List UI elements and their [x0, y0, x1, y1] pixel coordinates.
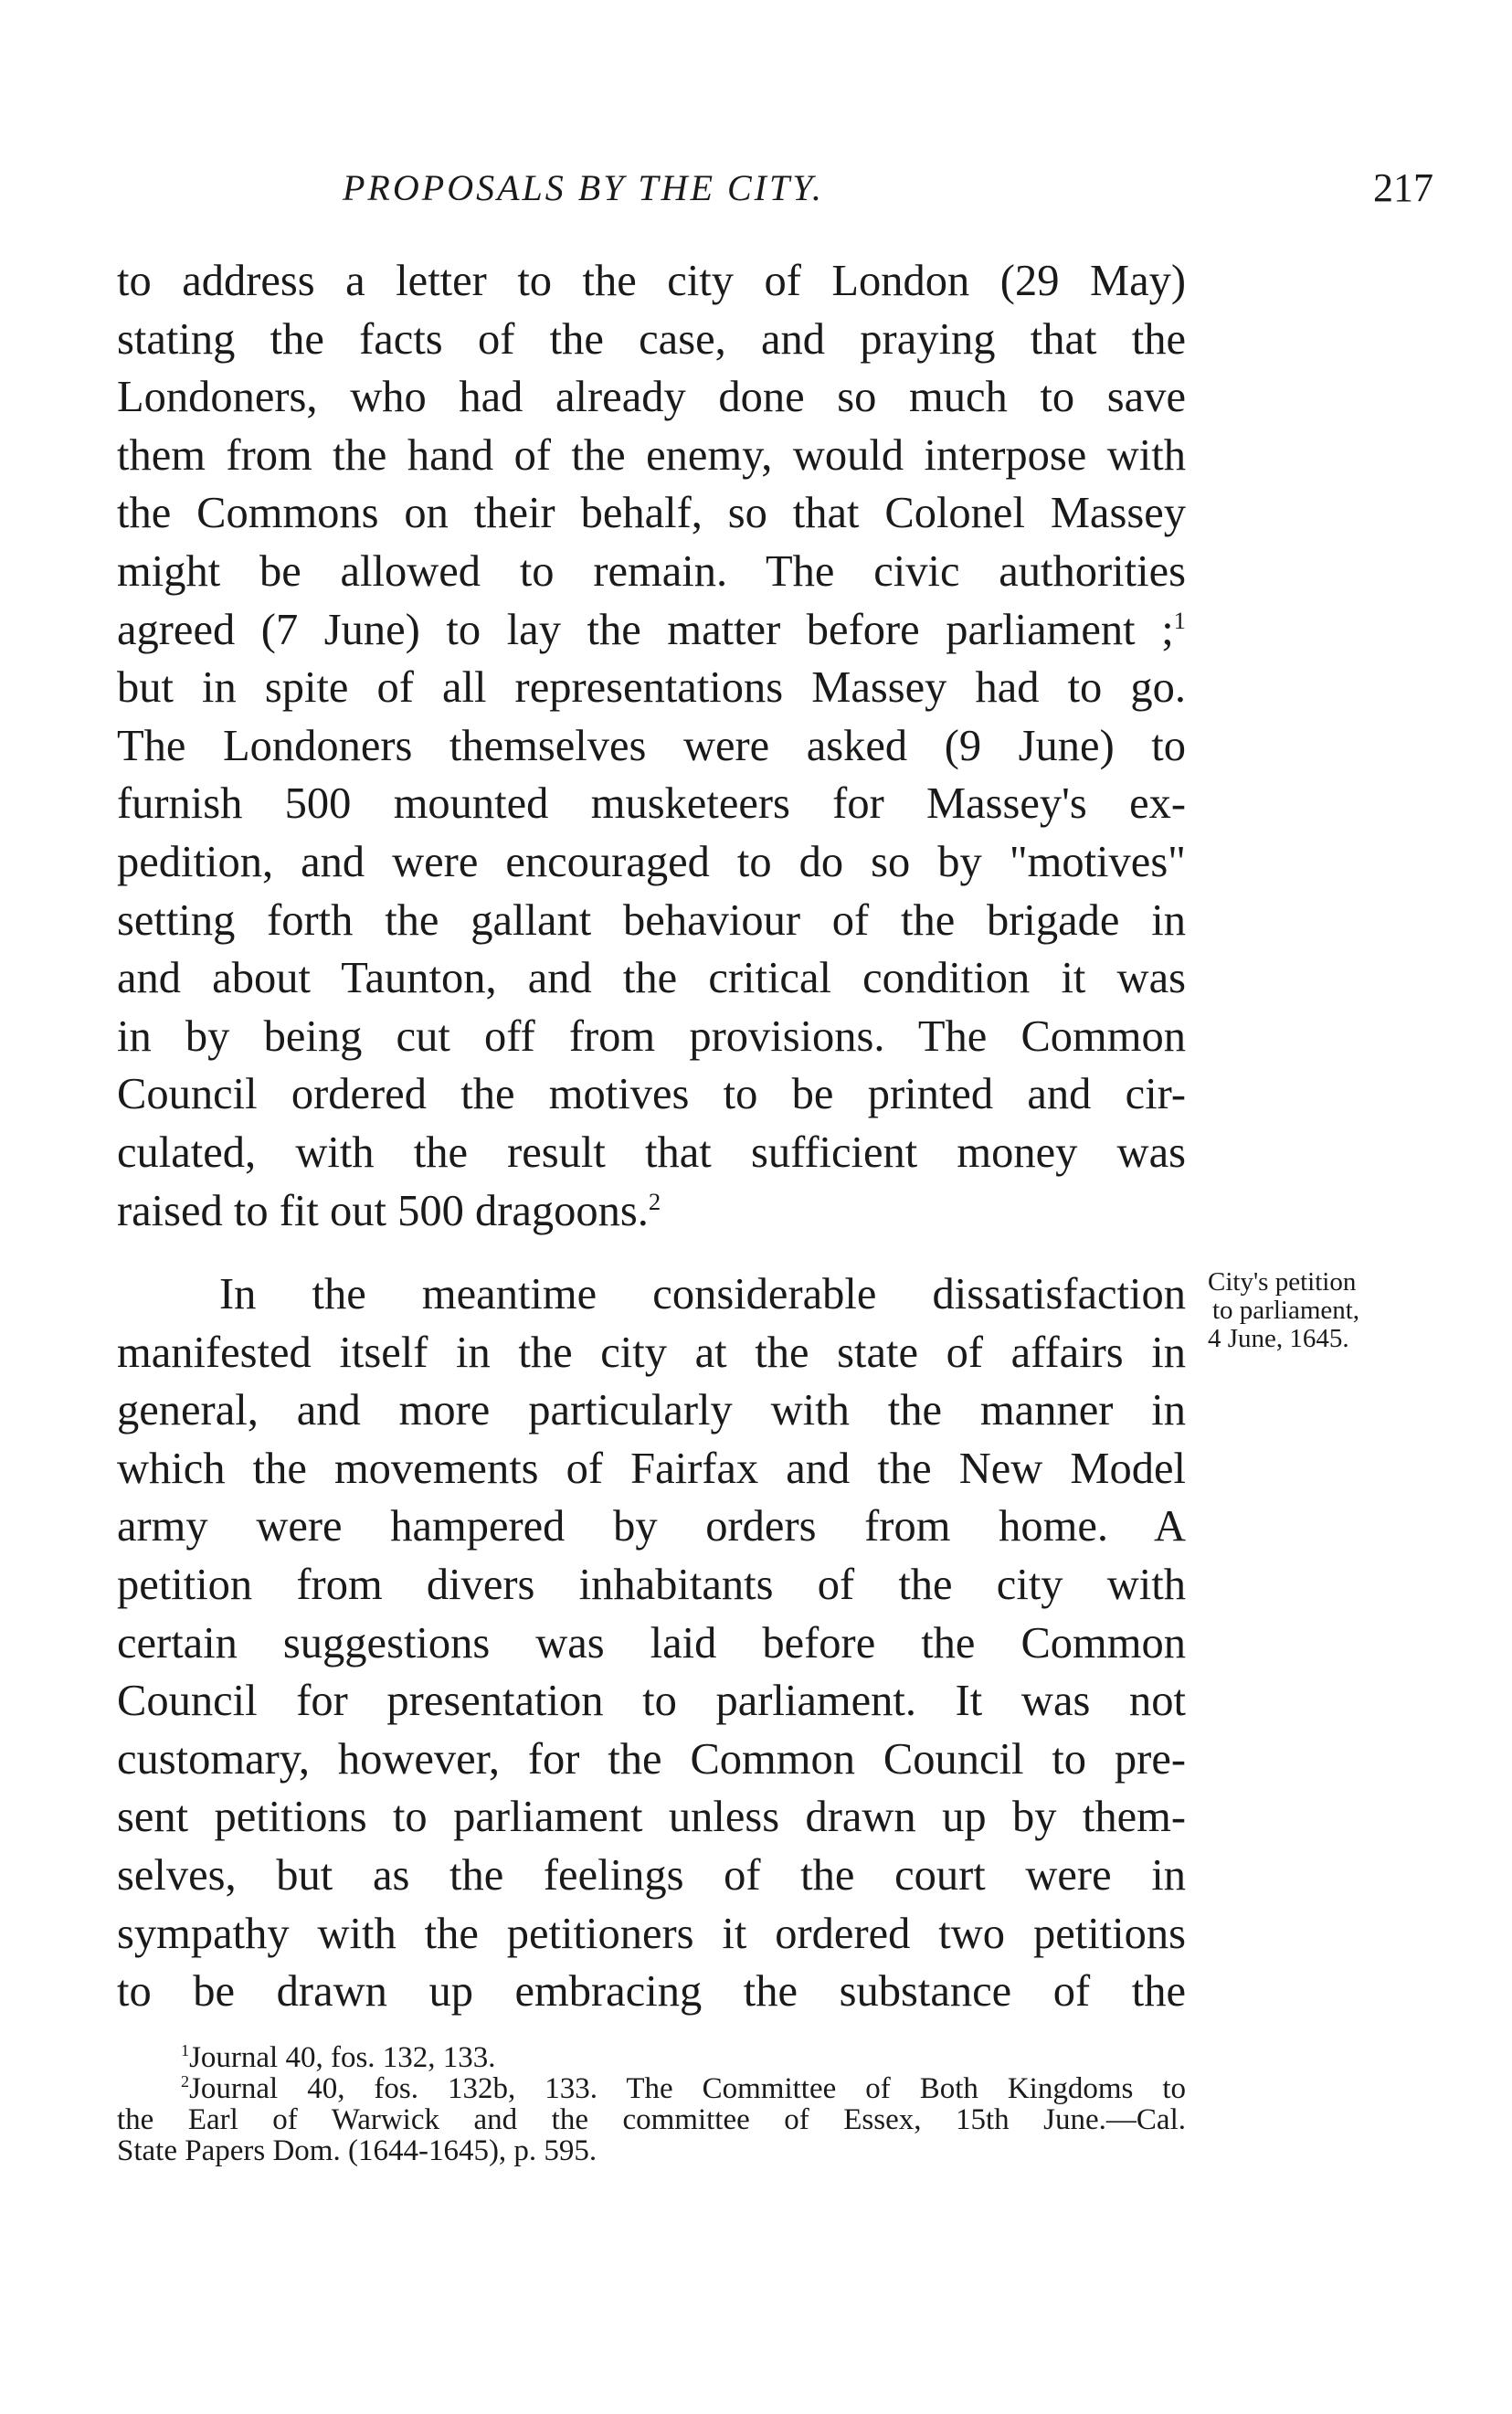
footnote-text: Journal 40, fos. 132, 133. [189, 2041, 496, 2074]
footnote-2-continued: State Papers Dom. (1644-1645), p. 595. [117, 2134, 597, 2167]
text-line: and about Taunton, and the critical condition it was [117, 954, 1186, 1003]
text-line: The Londoners themselves were asked (9 June) to [117, 721, 1186, 770]
text-line: but in spite of all representations Massey had to go. [117, 663, 1186, 713]
text-line [117, 1182, 1186, 1241]
text-line: to address a letter to the city of London (29 May) [117, 257, 1186, 305]
text-line: petition from divers inhabitants of the city with [117, 1561, 1186, 1610]
footnote-marker: 1 [181, 2041, 190, 2059]
text-line: sent petitions to parliament unless drawn up by them- [117, 1793, 1186, 1842]
text-line-content: agreed (7 June) to lay the matter before parliament ; [117, 605, 1174, 654]
page-number: 217 [1373, 165, 1433, 210]
text-line: them from the hand of the enemy, would interpose with [117, 430, 1186, 480]
marginal-note-line: City's petition [1208, 1267, 1357, 1297]
text-line: furnish 500 mounted musketeers for Massey's ex- [117, 779, 1186, 829]
text-line: In the meantime considerable dissatisfaction [219, 1270, 1186, 1319]
footnotes [117, 2042, 1186, 2166]
text-line: stating the facts of the case, and praying that the [117, 314, 1186, 364]
footnote-ref-2: 2 [648, 1187, 661, 1215]
footnote-2-continued: the Earl of Warwick and the committee of Essex, 15th June.—Cal. [117, 2103, 1186, 2136]
footnote-2 [117, 2073, 1186, 2104]
text-line: Council ordered the motives to be printed and cir- [117, 1070, 1186, 1119]
text-line: manifested itself in the city at the state of affairs in [117, 1328, 1186, 1377]
text-line: pedition, and were encouraged to do so by "motives" [117, 837, 1186, 886]
text-line-content: raised to fit out 500 dragoons. [117, 1186, 649, 1235]
text-line: sympathy with the petitioners it ordered two petitions [117, 1909, 1186, 1958]
text-line: to be drawn up embracing the substance of the [117, 1967, 1186, 2017]
footnote-1 [117, 2042, 1186, 2073]
text-line: customary, however, for the Common Council to pre- [117, 1734, 1186, 1784]
text-line: culated, with the result that sufficient money was [117, 1128, 1186, 1177]
running-title: PROPOSALS BY THE CITY. [343, 167, 824, 208]
paragraph-gap [117, 1240, 1186, 1265]
main-text [117, 252, 1186, 2021]
marginal-note [1208, 1268, 1427, 1353]
footnote-text: Journal 40, fos. 132b, 133. The Committee of Both Kingdoms to [189, 2072, 1186, 2105]
footnote-ref-1: 1 [1173, 606, 1186, 634]
text-line: the Commons on their behalf, so that Colonel Massey [117, 489, 1186, 538]
text-line: selves, but as the feelings of the court were in [117, 1851, 1186, 1900]
text-line: might be allowed to remain. The civic authorities [117, 546, 1186, 596]
text-line: Council for presentation to parliament. It was not [117, 1677, 1186, 1726]
text-line: Londoners, who had already done so much to save [117, 373, 1186, 422]
marginal-note-line: to parliament, [1212, 1296, 1360, 1325]
footnote-marker: 2 [181, 2072, 190, 2091]
text-line [117, 601, 1186, 660]
text-line: army were hampered by orders from home. A [117, 1502, 1186, 1551]
text-line: certain suggestions was laid before the Common [117, 1618, 1186, 1668]
text-line: which the movements of Fairfax and the New Model [117, 1444, 1186, 1493]
text-line: in by being cut off from provisions. The Common [117, 1011, 1186, 1061]
marginal-note-line: 4 June, 1645. [1208, 1324, 1349, 1353]
text-line: setting forth the gallant behaviour of the brigade in [117, 895, 1186, 945]
text-line: general, and more particularly with the manner in [117, 1386, 1186, 1435]
